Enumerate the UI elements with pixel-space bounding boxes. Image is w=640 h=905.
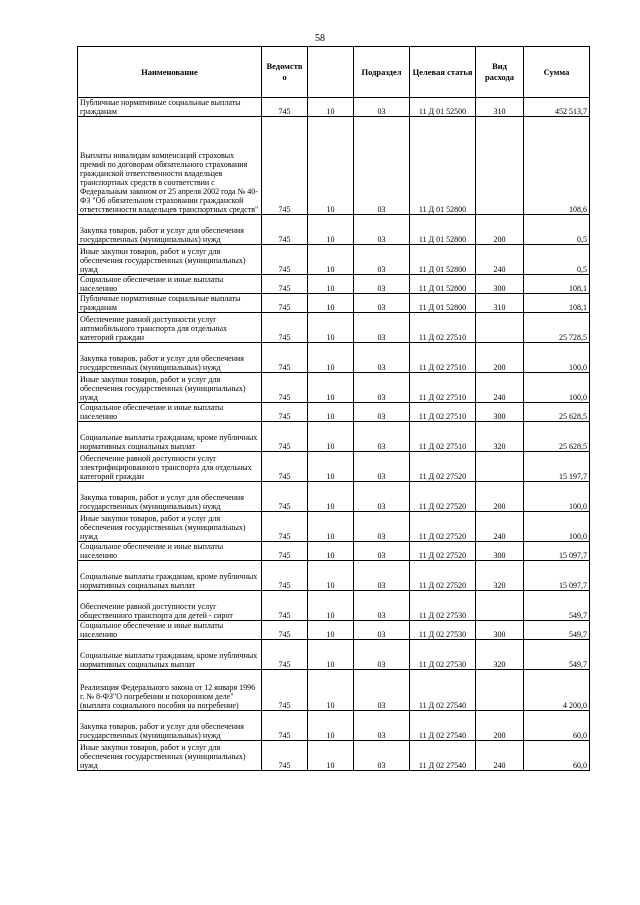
row-name: Иные закупки товаров, работ и услуг для обеспечения государственных (муниципальных) нужд [78, 512, 262, 542]
row-vedomstvo: 745 [262, 98, 308, 117]
row-name: Социальное обеспечение и иные выплаты населению [78, 621, 262, 640]
row-vid-rashoda [476, 452, 524, 482]
row-razdel: 10 [308, 452, 354, 482]
row-name: Иные закупки товаров, работ и услуг для обеспечения государственных (муниципальных) нужд [78, 245, 262, 275]
row-vedomstvo: 745 [262, 561, 308, 591]
header-podrazdel: Подраздел [354, 47, 410, 98]
header-summa: Сумма [524, 47, 590, 98]
row-vedomstvo: 745 [262, 275, 308, 294]
row-vedomstvo: 745 [262, 482, 308, 512]
row-celevaya-statya: 11 Д 02 27510 [410, 422, 476, 452]
row-vid-rashoda: 300 [476, 621, 524, 640]
row-razdel: 10 [308, 422, 354, 452]
table-row [78, 422, 590, 452]
row-vid-rashoda: 320 [476, 422, 524, 452]
row-vid-rashoda: 300 [476, 403, 524, 422]
row-summa: 15 197,7 [524, 452, 590, 482]
header-vid-rashoda: Вид расхода [476, 47, 524, 98]
row-name: Иные закупки товаров, работ и услуг для обеспечения государственных (муниципальных) нужд [78, 741, 262, 771]
table-row [78, 640, 590, 670]
row-podrazdel: 03 [354, 275, 410, 294]
table-row [78, 482, 590, 512]
row-vid-rashoda: 320 [476, 561, 524, 591]
row-vid-rashoda: 240 [476, 512, 524, 542]
row-summa: 108,1 [524, 275, 590, 294]
table-row [78, 561, 590, 591]
row-celevaya-statya: 11 Д 02 27520 [410, 512, 476, 542]
row-podrazdel: 03 [354, 343, 410, 373]
row-celevaya-statya: 11 Д 01 52500 [410, 98, 476, 117]
row-vedomstvo: 745 [262, 294, 308, 313]
row-celevaya-statya: 11 Д 02 27510 [410, 403, 476, 422]
row-vid-rashoda: 240 [476, 245, 524, 275]
row-vedomstvo: 745 [262, 215, 308, 245]
row-summa: 108,1 [524, 294, 590, 313]
row-celevaya-statya: 11 Д 02 27520 [410, 542, 476, 561]
row-vedomstvo: 745 [262, 403, 308, 422]
row-name: Закупка товаров, работ и услуг для обеспечения государственных (муниципальных) нужд [78, 711, 262, 741]
row-summa: 25 628,5 [524, 422, 590, 452]
row-summa: 549,7 [524, 591, 590, 621]
row-podrazdel: 03 [354, 670, 410, 711]
table-row [78, 117, 590, 215]
row-summa: 549,7 [524, 621, 590, 640]
row-vid-rashoda [476, 670, 524, 711]
row-celevaya-statya: 11 Д 02 27520 [410, 561, 476, 591]
table-row [78, 215, 590, 245]
table-row [78, 313, 590, 343]
row-vedomstvo: 745 [262, 245, 308, 275]
row-celevaya-statya: 11 Д 02 27540 [410, 670, 476, 711]
row-name: Закупка товаров, работ и услуг для обеспечения государственных (муниципальных) нужд [78, 482, 262, 512]
row-razdel: 10 [308, 275, 354, 294]
row-vedomstvo: 745 [262, 542, 308, 561]
row-razdel: 10 [308, 245, 354, 275]
row-celevaya-statya: 11 Д 01 52800 [410, 245, 476, 275]
row-celevaya-statya: 11 Д 02 27510 [410, 313, 476, 343]
row-name: Публичные нормативные социальные выплаты гражданам [78, 98, 262, 117]
row-podrazdel: 03 [354, 98, 410, 117]
row-razdel: 10 [308, 215, 354, 245]
row-podrazdel: 03 [354, 403, 410, 422]
row-podrazdel: 03 [354, 422, 410, 452]
row-podrazdel: 03 [354, 245, 410, 275]
row-podrazdel: 03 [354, 621, 410, 640]
table-row [78, 294, 590, 313]
row-razdel: 10 [308, 313, 354, 343]
row-razdel: 10 [308, 542, 354, 561]
row-razdel: 10 [308, 482, 354, 512]
row-summa: 60,0 [524, 741, 590, 771]
row-vid-rashoda [476, 313, 524, 343]
row-name: Социальные выплаты гражданам, кроме публичных нормативных социальных выплат [78, 422, 262, 452]
table-row [78, 343, 590, 373]
row-name: Социальные выплаты гражданам, кроме публичных нормативных социальных выплат [78, 561, 262, 591]
table-row [78, 591, 590, 621]
row-summa: 0,5 [524, 215, 590, 245]
row-name: Реализация Федерального закона от 12 января 1996 г. № 8-ФЗ"О погребении и похоронном деле" (выплата социального пособия на погребение) [78, 670, 262, 711]
row-vid-rashoda [476, 591, 524, 621]
row-vid-rashoda: 300 [476, 542, 524, 561]
row-vedomstvo: 745 [262, 452, 308, 482]
row-razdel: 10 [308, 117, 354, 215]
row-celevaya-statya: 11 Д 02 27530 [410, 621, 476, 640]
row-podrazdel: 03 [354, 711, 410, 741]
row-celevaya-statya: 11 Д 02 27530 [410, 591, 476, 621]
row-name: Обеспечение равной доступности услуг электрифицированного транспорта для отдельных категорий граждан [78, 452, 262, 482]
table-row [78, 542, 590, 561]
row-vedomstvo: 745 [262, 313, 308, 343]
row-podrazdel: 03 [354, 215, 410, 245]
row-vedomstvo: 745 [262, 591, 308, 621]
table-row [78, 621, 590, 640]
row-summa: 100,0 [524, 482, 590, 512]
row-name: Социальные выплаты гражданам, кроме публичных нормативных социальных выплат [78, 640, 262, 670]
row-name: Обеспечение равной доступности услуг общественного транспорта для детей - сирот [78, 591, 262, 621]
row-podrazdel: 03 [354, 512, 410, 542]
row-summa: 100,0 [524, 373, 590, 403]
row-vid-rashoda: 200 [476, 711, 524, 741]
row-podrazdel: 03 [354, 117, 410, 215]
row-podrazdel: 03 [354, 373, 410, 403]
row-summa: 15 097,7 [524, 542, 590, 561]
row-celevaya-statya: 11 Д 02 27520 [410, 452, 476, 482]
row-vedomstvo: 745 [262, 343, 308, 373]
row-name: Обеспечение равной доступности услуг автомобильного транспорта для отдельных категорий граждан [78, 313, 262, 343]
row-vedomstvo: 745 [262, 670, 308, 711]
row-vedomstvo: 745 [262, 512, 308, 542]
row-vid-rashoda: 240 [476, 741, 524, 771]
row-celevaya-statya: 11 Д 01 52800 [410, 294, 476, 313]
row-vid-rashoda: 310 [476, 294, 524, 313]
row-razdel: 10 [308, 343, 354, 373]
row-vid-rashoda: 310 [476, 98, 524, 117]
row-vedomstvo: 745 [262, 621, 308, 640]
row-razdel: 10 [308, 98, 354, 117]
table-row [78, 403, 590, 422]
row-celevaya-statya: 11 Д 02 27530 [410, 640, 476, 670]
row-summa: 549,7 [524, 640, 590, 670]
header-name: Наименование [78, 47, 262, 98]
row-vedomstvo: 745 [262, 711, 308, 741]
row-name: Иные закупки товаров, работ и услуг для обеспечения государственных (муниципальных) нужд [78, 373, 262, 403]
row-razdel: 10 [308, 711, 354, 741]
row-summa: 108,6 [524, 117, 590, 215]
row-vid-rashoda: 320 [476, 640, 524, 670]
table-row [78, 452, 590, 482]
row-podrazdel: 03 [354, 640, 410, 670]
row-razdel: 10 [308, 741, 354, 771]
row-razdel: 10 [308, 512, 354, 542]
row-summa: 0,5 [524, 245, 590, 275]
row-summa: 25 628,5 [524, 403, 590, 422]
table-row [78, 275, 590, 294]
row-name: Социальное обеспечение и иные выплаты населению [78, 403, 262, 422]
row-podrazdel: 03 [354, 294, 410, 313]
table-row [78, 711, 590, 741]
row-vid-rashoda: 240 [476, 373, 524, 403]
row-vedomstvo: 745 [262, 422, 308, 452]
row-razdel: 10 [308, 640, 354, 670]
row-vedomstvo: 745 [262, 373, 308, 403]
row-celevaya-statya: 11 Д 02 27520 [410, 482, 476, 512]
row-razdel: 10 [308, 403, 354, 422]
row-name: Социальное обеспечение и иные выплаты населению [78, 542, 262, 561]
row-summa: 4 200,0 [524, 670, 590, 711]
row-celevaya-statya: 11 Д 02 27540 [410, 741, 476, 771]
row-vid-rashoda: 200 [476, 215, 524, 245]
row-razdel: 10 [308, 591, 354, 621]
row-podrazdel: 03 [354, 542, 410, 561]
header-celevaya-statya: Целевая статья [410, 47, 476, 98]
row-podrazdel: 03 [354, 561, 410, 591]
budget-table [77, 46, 590, 771]
row-razdel: 10 [308, 670, 354, 711]
header-razdel [308, 47, 354, 98]
row-vid-rashoda: 200 [476, 482, 524, 512]
row-celevaya-statya: 11 Д 02 27510 [410, 373, 476, 403]
row-summa: 25 728,5 [524, 313, 590, 343]
page-number: 58 [315, 33, 325, 44]
table-header-row [78, 47, 590, 98]
row-vid-rashoda [476, 117, 524, 215]
row-celevaya-statya: 11 Д 01 52800 [410, 117, 476, 215]
row-podrazdel: 03 [354, 482, 410, 512]
row-celevaya-statya: 11 Д 01 52800 [410, 215, 476, 245]
row-summa: 15 097,7 [524, 561, 590, 591]
row-vedomstvo: 745 [262, 117, 308, 215]
table-row [78, 98, 590, 117]
row-razdel: 10 [308, 561, 354, 591]
row-vid-rashoda: 300 [476, 275, 524, 294]
row-name: Публичные нормативные социальные выплаты гражданам [78, 294, 262, 313]
row-razdel: 10 [308, 373, 354, 403]
row-vid-rashoda: 200 [476, 343, 524, 373]
row-podrazdel: 03 [354, 741, 410, 771]
row-celevaya-statya: 11 Д 02 27510 [410, 343, 476, 373]
row-name: Социальное обеспечение и иные выплаты населению [78, 275, 262, 294]
row-name: Закупка товаров, работ и услуг для обеспечения государственных (муниципальных) нужд [78, 343, 262, 373]
row-summa: 100,0 [524, 343, 590, 373]
row-name: Выплаты инвалидам компенсаций страховых премий по договорам обязательного страхования гражданской ответственности владельцев транспортных средств в соответствии с Федеральным законом от 25 апреля 2002 года № 40-ФЗ "Об обязательном страховании гражданской ответственности владельцев транспортных средств" [78, 117, 262, 215]
row-summa: 100,0 [524, 512, 590, 542]
row-podrazdel: 03 [354, 452, 410, 482]
table-row [78, 373, 590, 403]
table-row [78, 245, 590, 275]
header-vedomstvo: Ведомств о [262, 47, 308, 98]
table-row [78, 741, 590, 771]
row-summa: 452 513,7 [524, 98, 590, 117]
table-row [78, 670, 590, 711]
row-summa: 60,0 [524, 711, 590, 741]
row-podrazdel: 03 [354, 313, 410, 343]
row-celevaya-statya: 11 Д 01 52800 [410, 275, 476, 294]
row-razdel: 10 [308, 294, 354, 313]
row-vedomstvo: 745 [262, 741, 308, 771]
row-celevaya-statya: 11 Д 02 27540 [410, 711, 476, 741]
row-razdel: 10 [308, 621, 354, 640]
table-row [78, 512, 590, 542]
row-name: Закупка товаров, работ и услуг для обеспечения государственных (муниципальных) нужд [78, 215, 262, 245]
row-podrazdel: 03 [354, 591, 410, 621]
row-vedomstvo: 745 [262, 640, 308, 670]
